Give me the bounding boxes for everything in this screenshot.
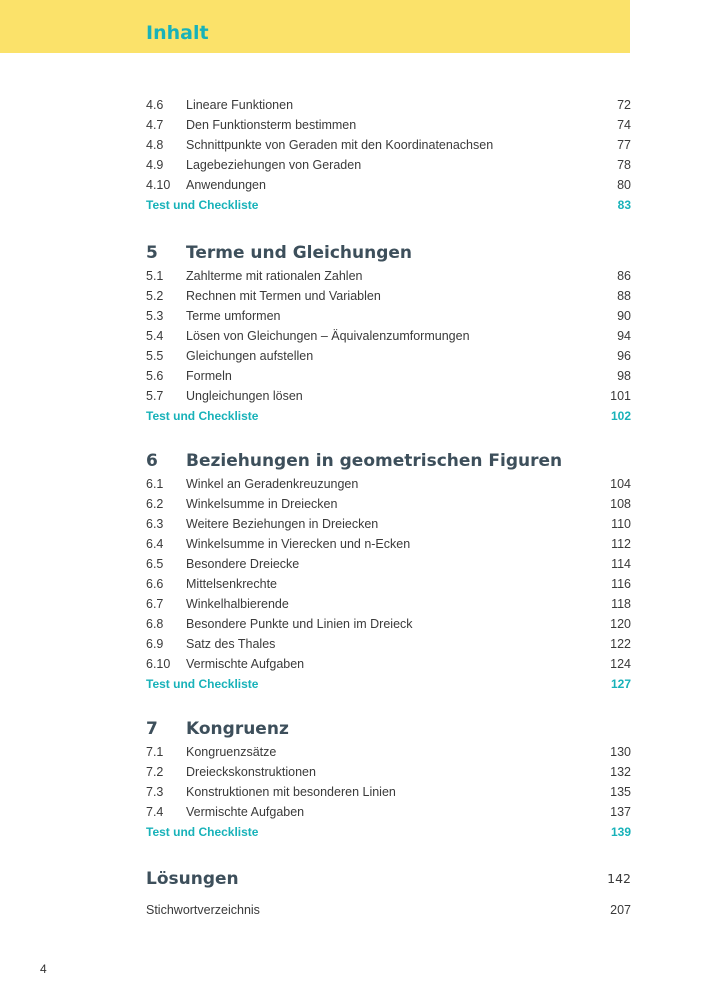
entry-number: 4.8 bbox=[146, 138, 164, 152]
entry-title: Test und Checkliste bbox=[146, 677, 259, 691]
index-entry[interactable] bbox=[146, 900, 631, 920]
entry-number: 5.7 bbox=[146, 389, 164, 403]
entry-page: 122 bbox=[610, 637, 631, 651]
entry-page: 96 bbox=[617, 349, 631, 363]
entry-number: 6.2 bbox=[146, 497, 164, 511]
toc-entry[interactable] bbox=[146, 534, 631, 554]
entry-page: 94 bbox=[617, 329, 631, 343]
entry-title: Kongruenzsätze bbox=[186, 745, 277, 759]
entry-page: 110 bbox=[611, 517, 631, 531]
entry-number: 5.6 bbox=[146, 369, 164, 383]
entry-number: 7.2 bbox=[146, 765, 164, 779]
toc-entry[interactable] bbox=[146, 654, 631, 674]
entry-number: 6.6 bbox=[146, 577, 164, 591]
page-title: Inhalt bbox=[146, 22, 209, 44]
entry-number: 7.3 bbox=[146, 785, 164, 799]
entry-page: 135 bbox=[610, 785, 631, 799]
entry-title: Vermischte Aufgaben bbox=[186, 657, 305, 671]
toc-entry[interactable] bbox=[146, 366, 631, 386]
toc-entry[interactable] bbox=[146, 306, 631, 326]
entry-number: 5.4 bbox=[146, 329, 164, 343]
entry-title: Winkelsumme in Dreiecken bbox=[186, 497, 338, 511]
entry-title: Test und Checkliste bbox=[146, 825, 259, 839]
entry-page: 127 bbox=[610, 677, 631, 691]
entry-number: 7.1 bbox=[146, 745, 164, 759]
entry-number: 4.10 bbox=[146, 178, 171, 192]
test-checklist-entry[interactable] bbox=[146, 406, 631, 426]
entry-page: 102 bbox=[610, 409, 631, 423]
entry-page: 77 bbox=[617, 138, 631, 152]
entry-page: 104 bbox=[610, 477, 631, 491]
chapter-7 bbox=[146, 716, 631, 842]
entry-page: 120 bbox=[610, 617, 631, 631]
chapter-heading[interactable] bbox=[146, 448, 631, 474]
entry-title: Dreieckskonstruktionen bbox=[186, 765, 316, 779]
entry-number: 6.3 bbox=[146, 517, 164, 531]
entry-page: 132 bbox=[610, 765, 631, 779]
toc-entry[interactable] bbox=[146, 762, 631, 782]
entry-number: 5.2 bbox=[146, 289, 164, 303]
entry-title: Test und Checkliste bbox=[146, 409, 259, 423]
toc-entry[interactable] bbox=[146, 386, 631, 406]
toc-entry[interactable] bbox=[146, 115, 631, 135]
toc-entry[interactable] bbox=[146, 494, 631, 514]
toc-entry[interactable] bbox=[146, 742, 631, 762]
entry-number: 6.1 bbox=[146, 477, 164, 491]
entry-page: 114 bbox=[611, 557, 631, 571]
toc-entry[interactable] bbox=[146, 326, 631, 346]
entry-number: 6.8 bbox=[146, 617, 164, 631]
entry-page: 98 bbox=[617, 369, 631, 383]
chapter-title: Beziehungen in geometrischen Figuren bbox=[186, 451, 563, 471]
entry-page: 74 bbox=[617, 118, 631, 132]
toc-entry[interactable] bbox=[146, 175, 631, 195]
toc-entry[interactable] bbox=[146, 514, 631, 534]
toc-entry[interactable] bbox=[146, 554, 631, 574]
page-number: 4 bbox=[40, 962, 47, 976]
entry-title: Schnittpunkte von Geraden mit den Koordinatenachsen bbox=[186, 138, 494, 152]
entry-page: 112 bbox=[611, 537, 631, 551]
entry-title: Winkelsumme in Vierecken und n-Ecken bbox=[186, 537, 411, 551]
chapter-heading[interactable] bbox=[146, 716, 631, 742]
appendix bbox=[146, 866, 631, 920]
entry-page: 101 bbox=[610, 389, 631, 403]
toc-entry[interactable] bbox=[146, 155, 631, 175]
chapter-6 bbox=[146, 448, 631, 694]
entry-number: 4.9 bbox=[146, 158, 164, 172]
toc-entry[interactable] bbox=[146, 286, 631, 306]
entry-title: Winkelhalbierende bbox=[186, 597, 289, 611]
entry-title: Weitere Beziehungen in Dreiecken bbox=[186, 517, 379, 531]
chapter-5 bbox=[146, 240, 631, 426]
toc-entry[interactable] bbox=[146, 346, 631, 366]
entry-page: 108 bbox=[610, 497, 631, 511]
toc-entry[interactable] bbox=[146, 95, 631, 115]
entry-title: Formeln bbox=[186, 369, 232, 383]
entry-title: Terme umformen bbox=[186, 309, 281, 323]
entry-title: Winkel an Geradenkreuzungen bbox=[186, 477, 359, 491]
entry-page: 116 bbox=[611, 577, 631, 591]
index-page: 207 bbox=[610, 903, 631, 917]
test-checklist-entry[interactable] bbox=[146, 822, 631, 842]
entry-number: 5.5 bbox=[146, 349, 164, 363]
entry-page: 124 bbox=[610, 657, 631, 671]
header-banner bbox=[0, 0, 630, 53]
index-title: Stichwortverzeichnis bbox=[146, 903, 260, 917]
chapter-number: 6 bbox=[146, 451, 158, 471]
test-checklist-entry[interactable] bbox=[146, 674, 631, 694]
entry-number: 6.4 bbox=[146, 537, 164, 551]
chapter-title: Kongruenz bbox=[186, 719, 289, 739]
section-4-list bbox=[146, 95, 631, 215]
solutions-page: 142 bbox=[607, 871, 631, 886]
entry-page: 139 bbox=[610, 825, 631, 839]
entry-title: Mittelsenkrechte bbox=[186, 577, 278, 591]
entry-title: Konstruktionen mit besonderen Linien bbox=[186, 785, 396, 799]
entry-title: Ungleichungen lösen bbox=[186, 389, 303, 403]
entry-number: 5.1 bbox=[146, 269, 164, 283]
entry-title: Anwendungen bbox=[186, 178, 266, 192]
entry-number: 6.9 bbox=[146, 637, 164, 651]
entry-number: 4.6 bbox=[146, 98, 164, 112]
test-checklist-entry[interactable] bbox=[146, 195, 631, 215]
entry-page: 130 bbox=[610, 745, 631, 759]
entry-title: Lagebeziehungen von Geraden bbox=[186, 158, 362, 172]
entry-title: Zahlterme mit rationalen Zahlen bbox=[186, 269, 363, 283]
toc-entry[interactable] bbox=[146, 594, 631, 614]
toc-entry[interactable] bbox=[146, 266, 631, 286]
entry-number: 5.3 bbox=[146, 309, 164, 323]
entry-title: Gleichungen aufstellen bbox=[186, 349, 314, 363]
entry-number: 6.7 bbox=[146, 597, 164, 611]
entry-title: Test und Checkliste bbox=[146, 198, 259, 212]
toc-entry[interactable] bbox=[146, 634, 631, 654]
entry-page: 83 bbox=[617, 198, 631, 212]
chapter-title: Terme und Gleichungen bbox=[186, 243, 413, 263]
entry-title: Den Funktionsterm bestimmen bbox=[186, 118, 357, 132]
entry-page: 90 bbox=[617, 309, 631, 323]
entry-page: 137 bbox=[610, 805, 631, 819]
entry-title: Besondere Dreiecke bbox=[186, 557, 300, 571]
entry-page: 78 bbox=[617, 158, 631, 172]
entry-page: 88 bbox=[617, 289, 631, 303]
toc-entry[interactable] bbox=[146, 802, 631, 822]
entry-number: 4.7 bbox=[146, 118, 164, 132]
entry-title: Besondere Punkte und Linien im Dreieck bbox=[186, 617, 413, 631]
chapter-number: 7 bbox=[146, 719, 158, 739]
chapter-number: 5 bbox=[146, 243, 158, 263]
toc-entry[interactable] bbox=[146, 474, 631, 494]
toc-entry[interactable] bbox=[146, 614, 631, 634]
toc-entry[interactable] bbox=[146, 574, 631, 594]
toc-entry[interactable] bbox=[146, 135, 631, 155]
entry-title: Lösen von Gleichungen – Äquivalenzumformungen bbox=[186, 329, 470, 343]
entry-page: 86 bbox=[617, 269, 631, 283]
entry-page: 118 bbox=[611, 597, 631, 611]
entry-title: Satz des Thales bbox=[186, 637, 276, 651]
chapter-heading[interactable] bbox=[146, 240, 631, 266]
solutions-heading[interactable] bbox=[146, 866, 631, 892]
entry-page: 72 bbox=[617, 98, 631, 112]
entry-number: 7.4 bbox=[146, 805, 164, 819]
entry-title: Lineare Funktionen bbox=[186, 98, 294, 112]
entry-page: 80 bbox=[617, 178, 631, 192]
entry-number: 6.10 bbox=[146, 657, 171, 671]
entry-title: Vermischte Aufgaben bbox=[186, 805, 305, 819]
entry-title: Rechnen mit Termen und Variablen bbox=[186, 289, 381, 303]
entry-number: 6.5 bbox=[146, 557, 164, 571]
solutions-title: Lösungen bbox=[146, 869, 239, 889]
toc-entry[interactable] bbox=[146, 782, 631, 802]
